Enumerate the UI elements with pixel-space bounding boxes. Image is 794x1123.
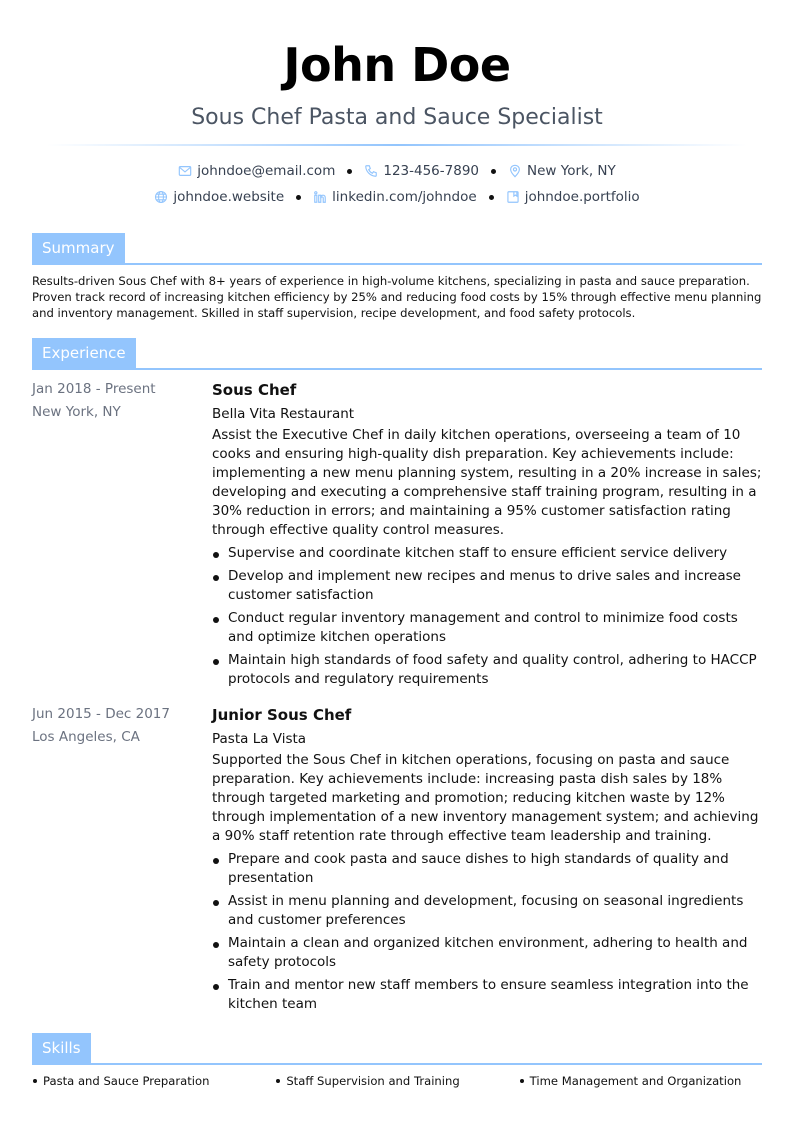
portfolio-icon <box>506 190 520 204</box>
experience-section-header <box>32 338 762 370</box>
skill-item: Pasta and Sauce Preparation <box>32 1073 275 1089</box>
phone-text: 123-456-7890 <box>383 163 479 179</box>
location-text: New York, NY <box>527 163 616 179</box>
skills-heading: Skills <box>32 1033 91 1063</box>
separator-dot <box>491 169 496 174</box>
experience-meta <box>32 705 212 1018</box>
phone-icon <box>364 164 378 178</box>
separator-dot <box>489 195 494 200</box>
contact-row-primary <box>0 162 794 180</box>
header-divider <box>47 144 747 146</box>
experience-entry <box>32 380 762 693</box>
separator-dot <box>296 195 301 200</box>
mail-icon <box>178 164 192 178</box>
summary-section-header <box>32 233 762 265</box>
achievement-item: Develop and implement new recipes and menus to drive sales and increase customer satisfaction <box>212 567 762 605</box>
achievement-list <box>212 850 762 1014</box>
job-description: Supported the Sous Chef in kitchen operations, focusing on pasta and sauce preparation. Key achievements include: increasing pasta dish sales by 18% through targeted marketing and promotion; reducing kitchen waste by 12% through implementation of a new inventory management system; and achieving a 90% staff retention rate through effective team leadership and training. <box>212 752 759 844</box>
contact-email[interactable] <box>178 162 335 180</box>
achievement-list <box>212 544 762 689</box>
contact-row-secondary <box>0 188 794 206</box>
candidate-name: John Doe <box>283 38 511 92</box>
email-text: johndoe@email.com <box>197 163 336 179</box>
skill-item: Time Management and Organization <box>519 1073 762 1089</box>
contact-portfolio[interactable] <box>506 188 640 206</box>
skills-section-header <box>32 1033 762 1065</box>
summary-text: Results-driven Sous Chef with 8+ years of experience in high-volume kitchens, specializing in pasta and sauce preparation. Proven track record of increasing kitchen efficiency by 25% and reducing food costs by 15% through effective menu planning and inventory management. Skilled in staff supervision, recipe development, and food safety protocols. <box>32 274 762 320</box>
job-title: Sous Chef Pasta and Sauce Specialist <box>191 105 603 130</box>
summary-heading: Summary <box>32 233 125 263</box>
globe-icon <box>154 190 168 204</box>
achievement-item: Supervise and coordinate kitchen staff to ensure efficient service delivery <box>212 544 762 563</box>
job-dates: Jan 2018 - Present <box>32 381 156 397</box>
company-name: Pasta La Vista <box>212 731 307 747</box>
achievement-item: Conduct regular inventory management and control to minimize food costs and optimize kitchen operations <box>212 609 762 647</box>
experience-details <box>212 380 762 693</box>
resume-header <box>0 0 794 206</box>
linkedin-text: linkedin.com/johndoe <box>332 189 477 205</box>
achievement-item: Prepare and cook pasta and sauce dishes to high standards of quality and presentation <box>212 850 762 888</box>
separator-dot <box>347 169 352 174</box>
experience-heading: Experience <box>32 338 136 368</box>
website-text: johndoe.website <box>173 189 285 205</box>
skill-item: Staff Supervision and Training <box>275 1073 518 1089</box>
achievement-item: Maintain high standards of food safety and quality control, adhering to HACCP protocols and regulatory requirements <box>212 651 762 689</box>
achievement-item: Assist in menu planning and development, focusing on seasonal ingredients and customer preferences <box>212 892 762 930</box>
company-name: Bella Vita Restaurant <box>212 406 355 422</box>
contact-location <box>508 162 616 180</box>
contact-linkedin[interactable] <box>313 188 477 206</box>
location-pin-icon <box>508 164 522 178</box>
section-rule <box>32 263 762 265</box>
achievement-item: Train and mentor new staff members to ensure seamless integration into the kitchen team <box>212 976 762 1014</box>
contact-website[interactable] <box>154 188 284 206</box>
section-rule <box>32 368 762 370</box>
section-rule <box>32 1063 762 1065</box>
job-dates: Jun 2015 - Dec 2017 <box>32 706 170 722</box>
job-description: Assist the Executive Chef in daily kitchen operations, overseeing a team of 10 cooks and ensuring high-quality dish preparation. Key achievements include: implementing a new menu planning system, resulting in a 20% increase in sales; developing and executing a comprehensive staff training program, resulting in a 30% reduction in errors; and maintaining a 95% customer satisfaction rating through effective quality control measures. <box>212 427 762 538</box>
position-title: Junior Sous Chef <box>212 706 352 724</box>
skills-list <box>32 1073 762 1089</box>
experience-details <box>212 705 762 1018</box>
position-title: Sous Chef <box>212 381 297 399</box>
linkedin-icon <box>313 190 327 204</box>
achievement-item: Maintain a clean and organized kitchen environment, adhering to health and safety protocols <box>212 934 762 972</box>
contact-phone[interactable] <box>364 162 479 180</box>
experience-entry <box>32 705 762 1018</box>
experience-meta <box>32 380 212 693</box>
job-location: Los Angeles, CA <box>32 729 140 745</box>
job-location: New York, NY <box>32 404 121 420</box>
portfolio-text: johndoe.portfolio <box>524 189 640 205</box>
